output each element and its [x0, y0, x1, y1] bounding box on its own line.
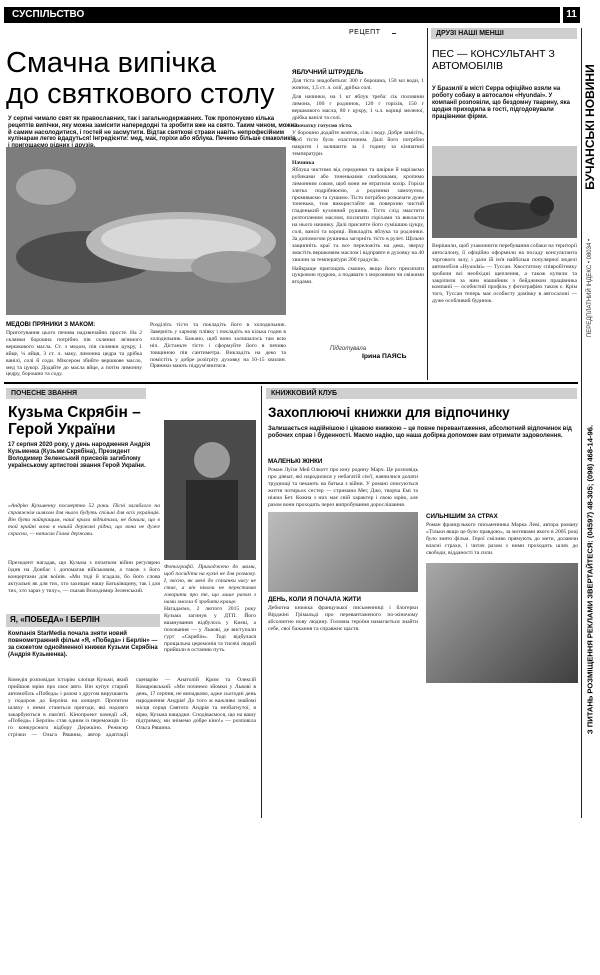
scriabin-body3: Нагадаємо, 2 лютого 2015 року Кузьма загинув у ДТП. Його вшанування відбулось у Києві, а поховання — у Львові, де виступали гурт «Скрябін». Тоді відбулася прощальна церемонія та тисячі людей прийшли в останню путь.	[164, 606, 256, 654]
dog-illustration	[432, 146, 577, 238]
subscription-index: ПЕРЕДПЛАТНИЙ ІНДЕКС • 08034 •	[587, 238, 593, 338]
scriabin-sub-body: Комедія розповідає історію хлопця Кузьмі, який прийшов мрію про своє авто. Він купує старий автомобіль «Победа» і разом з другом вирушають у подорож до Берліна на концерт. Протягом шляху з ними стаються пригоди, які надовго закарбуються в пам'яті. Кінопроект комедії «Я, «Победа» і Берлін» став одним із переможців 11-го конкурсного відбору Держкіно. Режисер стрічки — Ольга Ряшина, автор адаптації сценарію — Анатолій Крим та Олексій Комаровський. «Ми почнемо зйомки у Львові в день, 17 серпня, не випадково, адже сьогодні день народження Андрія! До того ж важливо знайомі місця серця Святого Андрія та незбагнутої, я вірю, Кузьма нащадки. Сподіваємося, що на вашу підтримку, ми знімемо добре кіно!» — розповіла Ольга Ряшина.	[8, 677, 256, 739]
recipe-author-label: Підготувала	[330, 346, 367, 352]
recipe-title-line1: Смачна випічка	[6, 47, 216, 79]
book2-text: Дебютна книжка французької письменниці і блогерки Вірджіні Грімальді про перевантаженого по-жіночому абсолютно нову людину. Головна героїня намагається знайти себе, свої бажання та справжнє щастя.	[268, 605, 418, 633]
scriabin-photo	[164, 420, 256, 560]
strudel-step1-title: Спочатку готуємо тісто.	[292, 123, 353, 130]
honey-cookies-text: Приготування цього печива надзвичайно просте. На 2 склянки борошна потрібно пів склянки зв'язного вершкового масла. Ст. з медом, пів склянки цукру, 1 яйце, ¼ яйця, 3 ст. л. маку, лимонна цедра та дрібка ванілі, солі й соди. Міксером збийте вершкове масло, мед та цукор. Додайте до масла яйце, а потім лимонну цедру, борошно та соду.	[6, 330, 142, 378]
section-header-bar	[4, 7, 560, 23]
strudel-step1: У борошно додайте жовток, сіль і воду. Добре замісіть, щоб тісто було еластичним. Далі його потрібно накрити і залишити за 1 годину за кімнатної температури.	[292, 130, 424, 158]
ad-contact-strip: З ПИТАНЬ РОЗМІЩЕННЯ РЕКЛАМИ ЗВЕРТАЙТЕСЯ: (04597) 48-305; (098) 468-14-96.	[585, 424, 595, 735]
recipe-title-line2: до святкового столу	[6, 78, 275, 110]
scriabin-title-line1: Кузьма Скрябін –	[8, 404, 141, 421]
scriabin-sub-title: Я, «ПОБЕДА» І БЕРЛІН	[10, 615, 100, 624]
recipe-tag: РЕЦЕПТ	[349, 29, 381, 36]
strudel-step2-title: Начинка	[292, 159, 315, 166]
news-box-body: Вирішили, щоб узакониити перебування собаки на території автосалону, її офіційно оформили на посаду консультанта торгового залу, і дали їй ім'я найбільш популярної моделі автомобіля «Hyundai» — Тусcан. Хвостатому співробітнику зробили всі необхідні щеплення, а також купили та закріпили за ним нашийник з бейджиком працівника компанії — особистий профіль у фотографіях також є. Крім того, Тусcан теперь має особисту домівку в автосалоні — дуже особливий будинок.	[432, 243, 577, 305]
recipe-col-3	[292, 66, 424, 351]
book1-text: Роман Луїзи Мей Олкотт про юну родину Марч. Це розповідь про дівчат, які народилися у небагатій сім'ї, навчилися долати труднощі та чекають на батька з війни. У романі описуються життя чотирьох сестер — стримана Мег, Джо, творча Емі та ніжна Бет. Кожна з них має свій характер і свою мрію, але разом вони проходять через випробування дорослішання.	[268, 467, 418, 508]
strudel-step2: Яблука чистимо від серединки та шкірки й нарізаємо кубиками або тоненькими скибочками, кропимо лимонним соком, щоб вони не втратили колір. Горіхи злегка подрібнюємо, а родзинки замочуємо, промиваємо та сушимо. Тісто потрібно розкачати дуже тоненько, тож використайте як поверхню чистий гладенький кухонний рушник. Тісто слід змастити розтопленим маслом, посипати горіхами та викласти на нього начинку. Далі присипте його сумішшю цукру, солі, ванілі та кориці. Викладіть яблука та родзинки. За допомогою рушника загорніть тісто в рулет. Щільно защипніть краї та все переложіть на деко, зверху змастіть вершковим маслом і відправте в духовку на 40 хвилин за температури 200 градусів.	[292, 166, 424, 263]
books-divider	[261, 386, 262, 818]
news-box-header: ДРУЗІ НАШІ МЕНШІ	[431, 28, 577, 39]
books-header: КНИЖКОВИЙ КЛУБ	[266, 388, 577, 399]
recipe-author: Ірина ПАЯСЬ	[362, 353, 407, 360]
book3-text: Роман французького письменника Марка Леві, автора роману «Тільки якщо це було правдою», за мотивами якого в 2005 році було знято фільм. Герої сміливо прямують до мети, долаючи власні страхи, і читач разом з ними проходить шлях до свободи, відданості та сили.	[426, 522, 578, 556]
strudel-dough: Для тіста знадобиться: 300 г борошна, 150 мл води, 1 жовток, 1,5 ст. л. олії, дрібка солі.	[292, 78, 424, 91]
news-box-lead: У Бразилії в місті Серра офіційно взяли на роботу собаку в автосалон «Hyundai». У компанії розповіли, що бездомну тварину, яка щодня приходила в гості, підгодовували працівники фірми.	[432, 86, 570, 120]
book1-photo	[268, 512, 418, 592]
recipe-title	[6, 48, 306, 110]
scriabin-quote: «Андрію Кузьменку посмертно 52 роки. Пісні загиблого на справжнім шляхом для нього будуть спільні для всіх українців. Він бути найкращим, наші крила відпитали, не бачили, що в той крайні вона в нашій державі рідна, що вона не дуже скрасна, — написав Глава держави.	[8, 503, 160, 537]
honey-cookies-title: МЕДОВІ ПРЯНИКИ З МАКОМ:	[6, 321, 96, 328]
strudel-photo	[6, 147, 286, 315]
recipe-lead: У серпні чимало свят як православних, так і загальнодержавних. Тож пропонуємо кілька рецептів випічки, яку можна замісити напередодні та зробити вже на свято. Таким чином, можна й самим насолодитися, і гостей не засмутити. Відтак святкові страви навіть непрофесійним кулінарам легко вдадуться! Інгредієнти: мед, мак, горіхи або яблука. Печемо більше смаколиків	[8, 116, 298, 143]
book1-title: МАЛЕНЬКІ ЖІНКИ	[268, 458, 323, 465]
section-label: СУСПІЛЬСТВО	[12, 9, 85, 20]
recipe-col-2: Розділіть тісто та покладіть його в холодильник. Заверніть у харчову плівку і покладіть на кілька годин в холодильник. Бажано, щоб воно залишалось там всю ніч. Дістаньте тісто і сформуйте його в печиво товщиною пів сантиметра. Викладіть на деко та помістіть у добре розігріту духовку на 10-15 хвилин. Пряники мають підрум'янитися.	[150, 322, 286, 370]
pastry-illustration	[6, 147, 286, 315]
musician-illustration	[164, 420, 256, 560]
masthead-title: БУЧАНСЬКІ НОВИНИ	[583, 64, 597, 190]
masthead-divider	[581, 28, 582, 818]
strudel-filling: Для начинки, на 1 кг яблук треба: сік половини лимона, 100 г родзинок, 120 г горіхів, 150 г вершкового масла, 80 г цукру, 1 ч.л. кориці меленої, дрібка ванілі та солі.	[292, 93, 424, 121]
book3-photo	[426, 563, 578, 683]
books-lead: Залишається надійнішою і цікавою книжкою – це повне перевантаження, абсолютний відпочинок від робочих справ і буденності. Маємо надію, що наша добірка допоможе вам отримати задоволення.	[268, 426, 572, 439]
scriabin-lead: 17 серпня 2020 року, у день народження Андрія Кузьменка (Кузьми Скрябіна), Президент Володимир Зеленський присвоїв загиблому українському артистові звання Герой України.	[8, 442, 151, 469]
mid-rule	[4, 382, 578, 384]
book3-title: СИЛЬНІШИМ ЗА СТРАХ	[426, 513, 498, 520]
scriabin-title-line2: Герой України	[8, 421, 116, 438]
dog-photo	[432, 146, 577, 238]
strudel-title: ЯБЛУЧНИЙ ШТРУДЕЛЬ	[292, 69, 364, 76]
news-box-title: ПЕС — КОНСУЛЬТАНТ З АВТОМОБІЛІВ	[432, 48, 555, 72]
scriabin-sub-lead: Компанія StarMedia почала зняти новий повнометражний фільм «Я, «Победа» і Берлін» — за сюжетом однойменної книжки Кузьми Скрябіна (Андрія Кузьменка).	[8, 631, 158, 658]
books-col-2	[426, 455, 578, 817]
books-col-1	[268, 455, 418, 817]
scriabin-body2: Фотографії. Приходжено до мами, щоб посидіти на кухні не для розмову. І, звісно, як мені до співанки часу не стає, а він ніколи не переставав говорити про те, що лише разом з нами змогли б зробити краще.	[164, 564, 256, 605]
books-title: Захоплюючі книжки для відпочинку	[268, 405, 510, 420]
news-box-divider	[427, 28, 428, 380]
book2-title: ДЕНЬ, КОЛИ Я ПОЧАЛА ЖИТИ	[268, 596, 361, 604]
page-number: 11	[563, 7, 580, 23]
scriabin-body1: Президент нагадав, що Кузьма з початком війни регулярно їздив на Донбас і допомагав військовим, а також з його концертами для воїнів. «Ми тоді й згадала, бо його слова актуальні як для тих, хто захищає нашу Батьківщину, так і для тих, хто зараз у тилу», — сказав Володимир Зеленський.	[8, 560, 160, 594]
recipe-tag-rule	[392, 33, 396, 34]
scriabin-header: ПОЧЕСНЕ ЗВАННЯ	[6, 388, 146, 399]
strudel-end: Найкраще пригощать смачно, якщо його присипати цукровою пудрою, а подавати з морозивом чи свіжими ягодами.	[292, 265, 424, 286]
